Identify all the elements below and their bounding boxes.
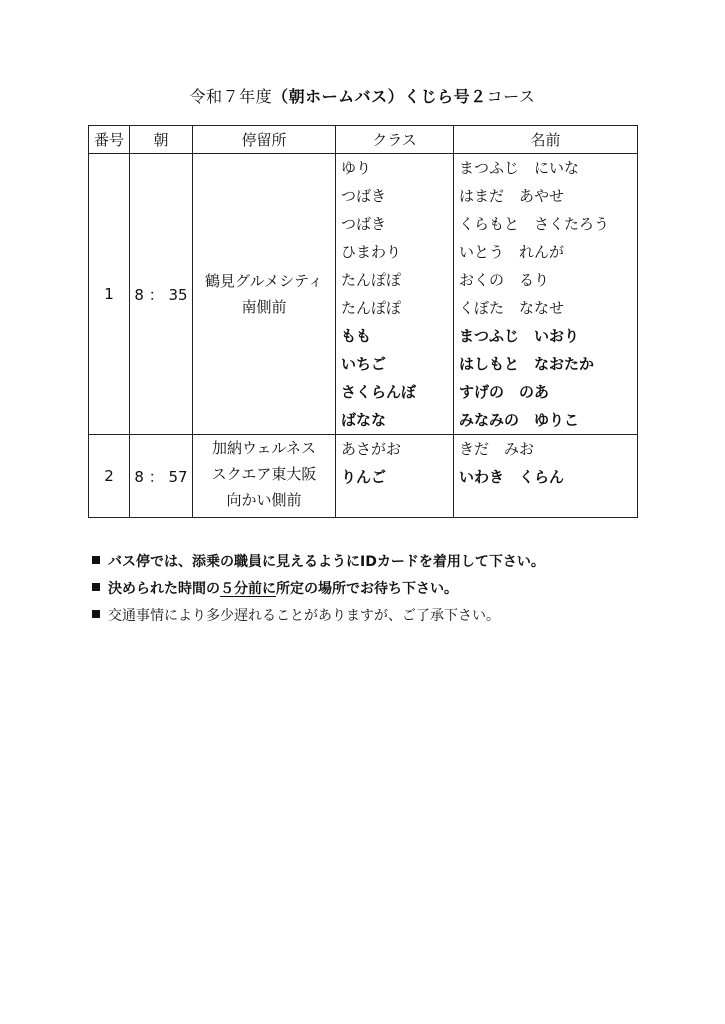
- header-name: 名前: [454, 126, 638, 154]
- name-cell: いとう れんが: [459, 243, 565, 261]
- class-cell: ゆり: [341, 159, 372, 177]
- name-cell: はしもと なおたか: [459, 355, 595, 373]
- note-five-minutes: [92, 576, 545, 603]
- bus-route-table: [88, 125, 638, 518]
- row-number: 2: [89, 435, 130, 518]
- stop-line: 加納ウェルネス: [212, 439, 316, 457]
- table-row: [89, 435, 638, 518]
- stop-line: 南側前: [241, 298, 287, 316]
- name-cell: まつふじ にいな: [459, 159, 580, 177]
- name-cell: みなみの ゆりこ: [459, 411, 580, 429]
- class-cell: さくらんぼ: [341, 383, 417, 401]
- row-classes: [336, 435, 454, 518]
- header-class: クラス: [336, 126, 454, 154]
- class-cell: つばき: [341, 187, 387, 205]
- note-text-after: 所定の場所でお待ち下さい。: [276, 581, 458, 597]
- class-cell: ばなな: [341, 411, 387, 429]
- class-cell: つばき: [341, 215, 387, 233]
- row-time: 8 ： 35: [130, 154, 193, 435]
- square-bullet-icon: [92, 556, 100, 564]
- row-names: [454, 154, 638, 435]
- square-bullet-icon: [92, 583, 100, 591]
- name-cell: おくの るり: [459, 271, 550, 289]
- note-text: 交通事情により多少遅れることがありますが、ご了承下さい。: [108, 608, 500, 624]
- class-cell: たんぽぽ: [341, 271, 402, 289]
- name-cell: くらもと さくたろう: [459, 215, 610, 233]
- note-underlined-text: ５分前に: [220, 581, 276, 597]
- name-cell: すげの のあ: [459, 383, 550, 401]
- title-prefix: 令和７年度: [189, 87, 273, 106]
- name-cell: まつふじ いおり: [459, 327, 580, 345]
- note-text: バス停では、添乗の職員に見えるようにIDカードを着用して下さい。: [108, 554, 545, 570]
- name-cell: いわき くらん: [459, 468, 565, 486]
- notes-list: [92, 549, 545, 630]
- header-number: 番号: [89, 126, 130, 154]
- document-title: [0, 86, 725, 108]
- title-bold-part: （朝ホームバス）くじら号２: [272, 87, 487, 106]
- title-suffix: コース: [486, 87, 536, 106]
- name-cell: きだ みお: [459, 440, 535, 458]
- stop-line: 向かい側前: [226, 491, 302, 509]
- table-row: [89, 154, 638, 435]
- square-bullet-icon: [92, 610, 100, 618]
- class-cell: いちご: [341, 355, 387, 373]
- row-stop: [193, 154, 336, 435]
- name-cell: はまだ あやせ: [459, 187, 565, 205]
- class-cell: ひまわり: [341, 243, 402, 261]
- class-cell: りんご: [341, 468, 387, 486]
- note-id-card: [92, 549, 545, 576]
- row-names: [454, 435, 638, 518]
- header-stop: 停留所: [193, 126, 336, 154]
- class-cell: あさがお: [341, 440, 402, 458]
- class-cell: もも: [341, 327, 372, 345]
- note-text-before: 決められた時間の: [108, 581, 220, 597]
- row-number: 1: [89, 154, 130, 435]
- header-time: 朝: [130, 126, 193, 154]
- row-stop: [193, 435, 336, 518]
- row-classes: [336, 154, 454, 435]
- table-header-row: [89, 126, 638, 154]
- stop-line: スクエア東大阪: [211, 465, 317, 483]
- stop-line: 鶴見グルメシティ: [205, 272, 323, 290]
- name-cell: くぼた ななせ: [459, 299, 565, 317]
- row-time: 8 ： 57: [130, 435, 193, 518]
- class-cell: たんぽぽ: [341, 299, 402, 317]
- note-traffic-delay: [92, 603, 545, 630]
